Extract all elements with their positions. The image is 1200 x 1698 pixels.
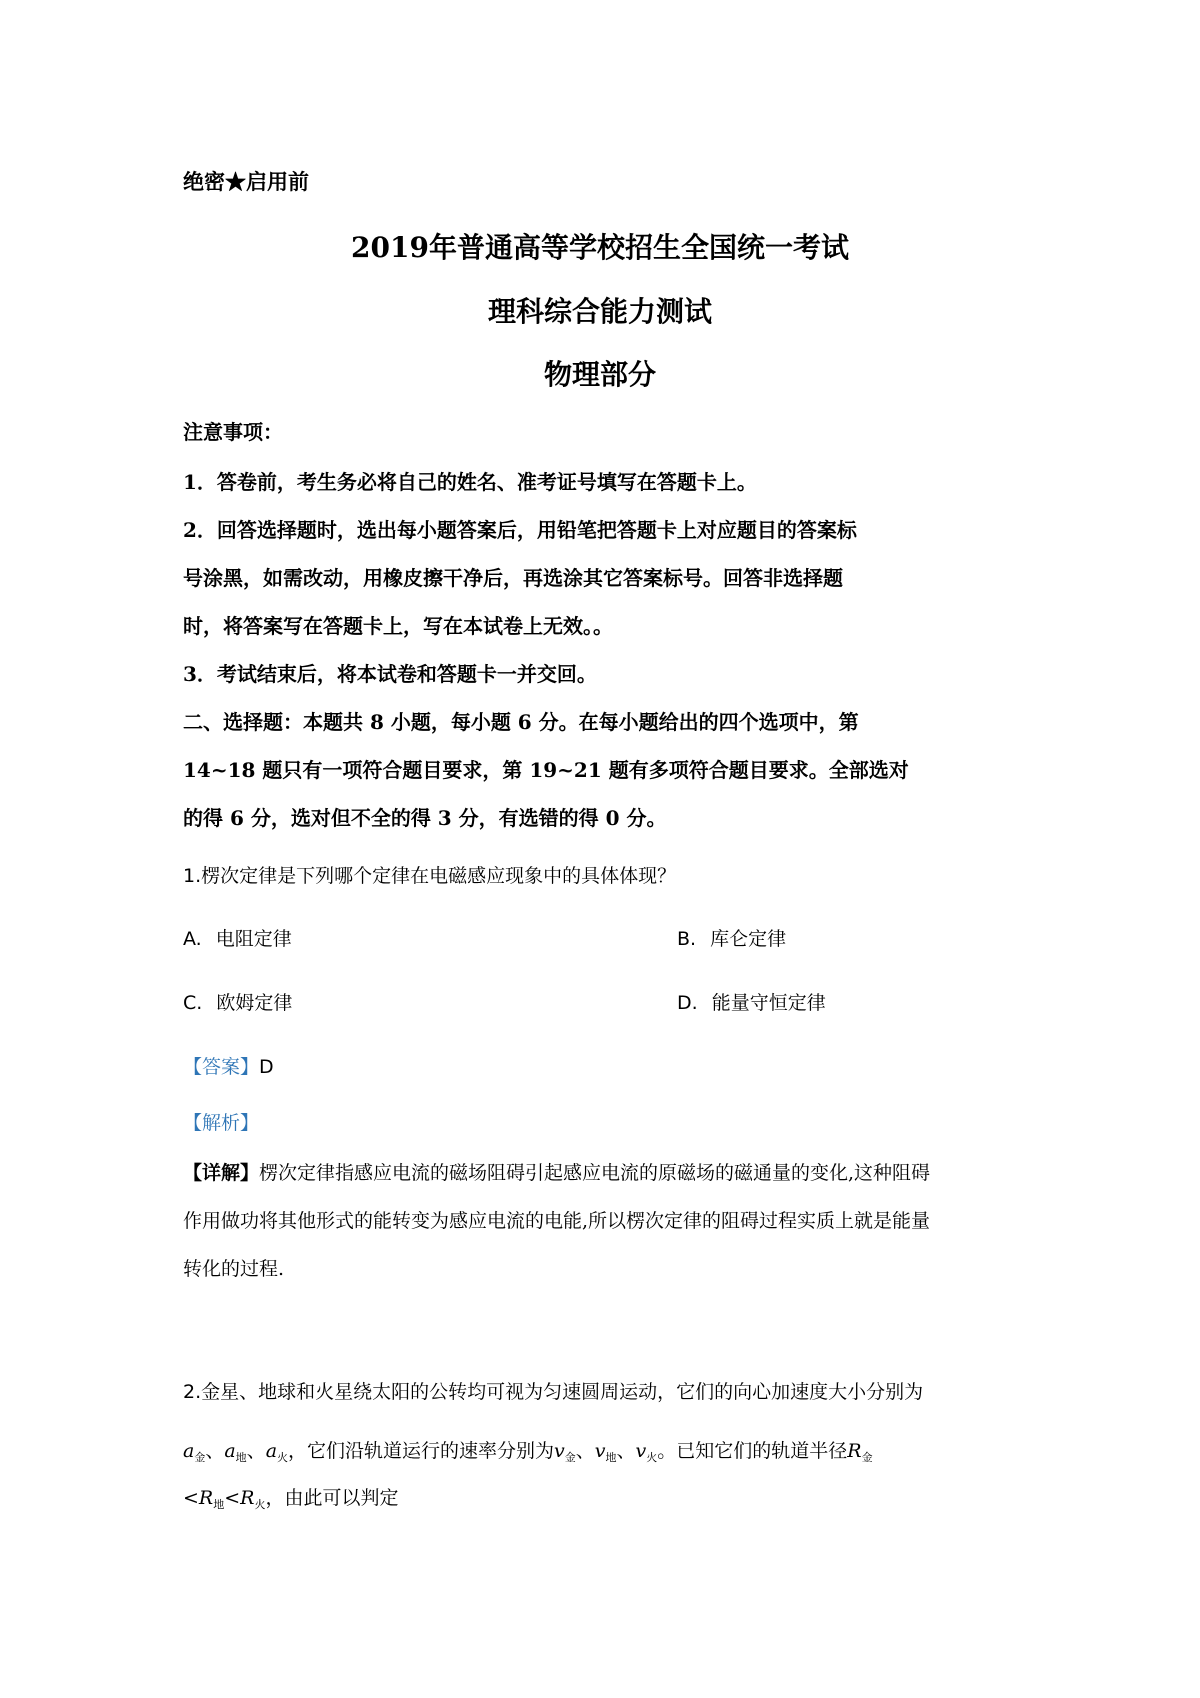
option-text: 库仑定律 bbox=[710, 928, 787, 950]
notice-item-1: 1．答卷前，考生务必将自己的姓名、准考证号填写在答题卡上。 bbox=[183, 470, 757, 494]
q2-line-1: 2.金星、地球和火星绕太阳的公转均可视为匀速圆周运动，它们的向心加速度大小分别为 bbox=[183, 1381, 924, 1403]
symbol-r: R bbox=[847, 1440, 862, 1462]
answer-label: 【答案】 bbox=[183, 1056, 260, 1078]
subscript: 火 bbox=[254, 1498, 266, 1511]
q1-stem: 1.楞次定律是下列哪个定律在电磁感应现象中的具体体现？ bbox=[183, 865, 677, 887]
option-text: 欧姆定律 bbox=[216, 992, 293, 1014]
subscript: 火 bbox=[277, 1451, 289, 1464]
separator: 、 bbox=[246, 1440, 266, 1462]
section2-line-1: 二、选择题：本题共 8 小题，每小题 6 分。在每小题给出的四个选项中，第 bbox=[183, 710, 859, 734]
symbol-v: v bbox=[594, 1440, 606, 1462]
notice-item-2-line-2: 号涂黑，如需改动，用橡皮擦干净后，再选涂其它答案标号。回答非选择题 bbox=[183, 566, 843, 590]
option-text: 电阻定律 bbox=[215, 928, 292, 950]
answer-value: D bbox=[259, 1056, 274, 1078]
detail-text: 楞次定律指感应电流的磁场阻碍引起感应电流的原磁场的磁通量的变化,这种阻碍 bbox=[259, 1162, 931, 1184]
q2-tail: ，由此可以判定 bbox=[265, 1487, 399, 1509]
subscript: 地 bbox=[213, 1498, 225, 1511]
symbol-a: a bbox=[224, 1440, 236, 1462]
notice-item-2-line-1: 2．回答选择题时，选出每小题答案后，用铅笔把答题卡上对应题目的答案标 bbox=[183, 518, 857, 542]
detail-label: 【详解】 bbox=[183, 1162, 260, 1184]
notice-item-2-line-3: 时，将答案写在答题卡上，写在本试卷上无效。。 bbox=[183, 614, 613, 638]
exam-title: 2019年普通高等学校招生全国统一考试 bbox=[351, 231, 849, 264]
q1-detail-line-1 bbox=[183, 1158, 930, 1185]
q2-line-2 bbox=[183, 1436, 873, 1465]
symbol-a: a bbox=[183, 1440, 195, 1462]
q2-mid-text: ，它们沿轨道运行的速率分别为 bbox=[288, 1440, 555, 1462]
less-than: < bbox=[183, 1487, 199, 1509]
subscript: 金 bbox=[861, 1451, 873, 1464]
q2-after-v: 。已知它们的轨道半径 bbox=[657, 1440, 848, 1462]
symbol-r: R bbox=[240, 1487, 255, 1509]
option-letter: B. bbox=[677, 928, 697, 950]
symbol-r: R bbox=[198, 1487, 214, 1509]
separator: 、 bbox=[616, 1440, 636, 1462]
q1-answer bbox=[183, 1052, 274, 1079]
symbol-a: a bbox=[265, 1440, 278, 1462]
subject-title: 理科综合能力测试 bbox=[487, 295, 712, 328]
q1-option-c bbox=[183, 988, 292, 1015]
q1-option-d bbox=[677, 988, 826, 1015]
symbol-v: v bbox=[554, 1440, 565, 1462]
section2-line-3: 的得 6 分，选对但不全的得 3 分，有选错的得 0 分。 bbox=[183, 806, 667, 830]
q1-option-b bbox=[677, 924, 786, 951]
subscript: 火 bbox=[646, 1451, 658, 1464]
option-letter: C. bbox=[183, 992, 203, 1014]
subscript: 金 bbox=[564, 1451, 576, 1464]
subscript: 金 bbox=[194, 1451, 206, 1464]
section-title: 物理部分 bbox=[543, 358, 656, 391]
q1-detail-line-2: 作用做功将其他形式的能转变为感应电流的电能,所以楞次定律的阻碍过程实质上就是能量 bbox=[183, 1210, 931, 1232]
option-text: 能量守恒定律 bbox=[711, 992, 826, 1014]
option-letter: D. bbox=[677, 992, 698, 1014]
q1-detail-line-3: 转化的过程. bbox=[183, 1258, 285, 1280]
section2-line-2: 14~18 题只有一项符合题目要求，第 19~21 题有多项符合题目要求。全部选对 bbox=[183, 758, 909, 782]
separator: 、 bbox=[575, 1440, 595, 1462]
option-letter: A. bbox=[183, 928, 202, 950]
separator: 、 bbox=[205, 1440, 225, 1462]
notice-heading: 注意事项： bbox=[183, 420, 283, 444]
subscript: 地 bbox=[235, 1451, 247, 1464]
less-than: < bbox=[224, 1487, 241, 1509]
classification-label: 绝密★启用前 bbox=[183, 169, 309, 194]
q1-option-a bbox=[183, 924, 292, 951]
q2-line-3 bbox=[183, 1483, 398, 1512]
symbol-v: v bbox=[635, 1440, 647, 1462]
q1-analysis-label: 【解析】 bbox=[183, 1112, 260, 1134]
notice-item-3: 3．考试结束后，将本试卷和答题卡一并交回。 bbox=[183, 662, 597, 686]
subscript: 地 bbox=[605, 1451, 617, 1464]
